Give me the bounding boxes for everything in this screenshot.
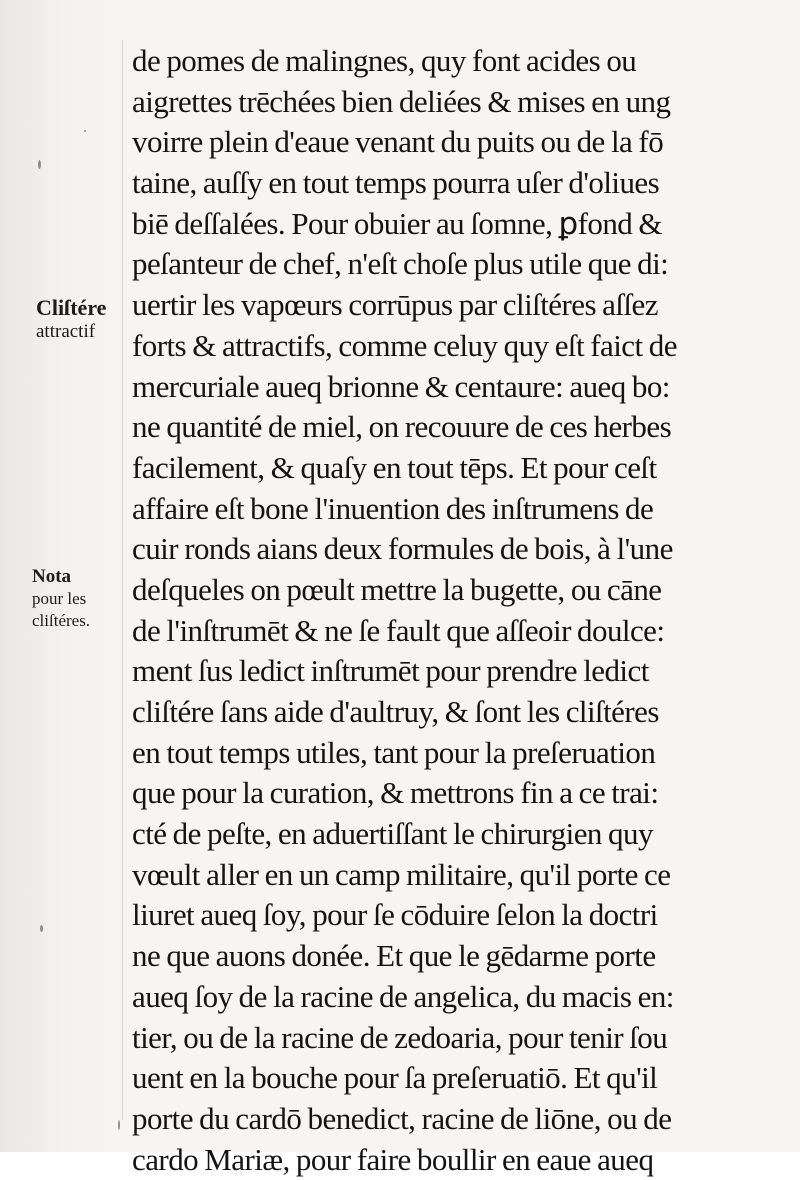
ink-speck bbox=[38, 160, 41, 169]
body-text bbox=[132, 41, 757, 1180]
ink-speck bbox=[40, 925, 43, 932]
text-line: de pomes de malingnes, quy font acides ou bbox=[132, 43, 637, 78]
text-line: liuret aueq ſoy, pour ſe cōduire ſelon la doctri bbox=[132, 897, 658, 933]
margin-note-line: attractif bbox=[36, 321, 96, 342]
gutter-shadow bbox=[122, 40, 123, 1120]
text-line: ne que auons donée. Et que le gēdarme porte bbox=[132, 938, 656, 974]
text-line: mercuriale aueq brionne & centaure: aueq bo: bbox=[132, 368, 670, 404]
text-line: cliſtére ſans aide d'aultruy, & ſont les cliſtéres bbox=[132, 694, 659, 729]
margin-note-line: Nota bbox=[32, 566, 72, 587]
text-line: ment ſus ledict inſtrumēt pour prendre ledict bbox=[132, 653, 649, 689]
margin-note-clistere bbox=[36, 296, 106, 344]
text-line: uent en la bouche pour ſa preſeruatiō. Et qu'il bbox=[132, 1060, 658, 1096]
text-line: tier, ou de la racine de zedoaria, pour tenir ſou bbox=[132, 1019, 668, 1055]
text-line: aigrettes trēchées bien deliées & mises en ung bbox=[132, 83, 671, 119]
text-line: cuir ronds aians deux formules de bois, à l'une bbox=[132, 531, 673, 567]
ink-speck bbox=[118, 1120, 120, 1130]
text-line: forts & attractifs, comme celuy quy eſt faict de bbox=[132, 327, 677, 363]
text-line: voirre plein d'eaue venant du puits ou de la fō bbox=[132, 124, 664, 160]
text-line: que pour la curation, & mettrons fin a ce trai: bbox=[132, 775, 659, 811]
margin-note-line: pour les bbox=[32, 589, 87, 608]
text-line: peſanteur de chef, n'eſt choſe plus utile que di: bbox=[132, 246, 669, 282]
margin-note-nota bbox=[32, 566, 90, 632]
text-line: vœult aller en un camp militaire, qu'il porte ce bbox=[132, 856, 671, 892]
text-line: cté de peſte, en aduertiſſant le chirurgien quy bbox=[132, 816, 653, 852]
text-line: porte du cardō benedict, racine de liōne, ou de bbox=[132, 1100, 672, 1136]
margin-note-line: Cliſtére bbox=[36, 295, 107, 320]
text-line: taine, auſſy en tout temps pourra uſer d'oliues bbox=[132, 165, 660, 201]
text-line: uertir les vapœurs corrūpus par cliſtéres aſſez bbox=[132, 287, 658, 323]
text-line: aueq ſoy de la racine de angelica, du macis en: bbox=[132, 978, 674, 1014]
text-line: deſqueles on pœult mettre la bugette, ou cāne bbox=[132, 571, 662, 607]
text-line: affaire eſt bone l'inuention des inſtrumens de bbox=[132, 490, 654, 526]
text-line: ne quantité de miel, on recouure de ces herbes bbox=[132, 409, 672, 445]
text-line: cardo Mariæ, pour faire boullir en eaue aueq bbox=[132, 1141, 654, 1177]
text-line: en tout temps utiles, tant pour la preſeruation bbox=[132, 734, 656, 770]
ink-speck bbox=[84, 130, 86, 132]
text-line: facilement, & quaſy en tout tēps. Et pour ceſt bbox=[132, 449, 657, 485]
margin-note-line: cliſtéres. bbox=[32, 611, 91, 630]
text-line: de l'inſtrumēt & ne ſe fault que aſſeoir doulce: bbox=[132, 612, 665, 648]
text-line: biē deſſalées. Pour obuier au ſomne, ꝑfond & bbox=[132, 205, 662, 241]
